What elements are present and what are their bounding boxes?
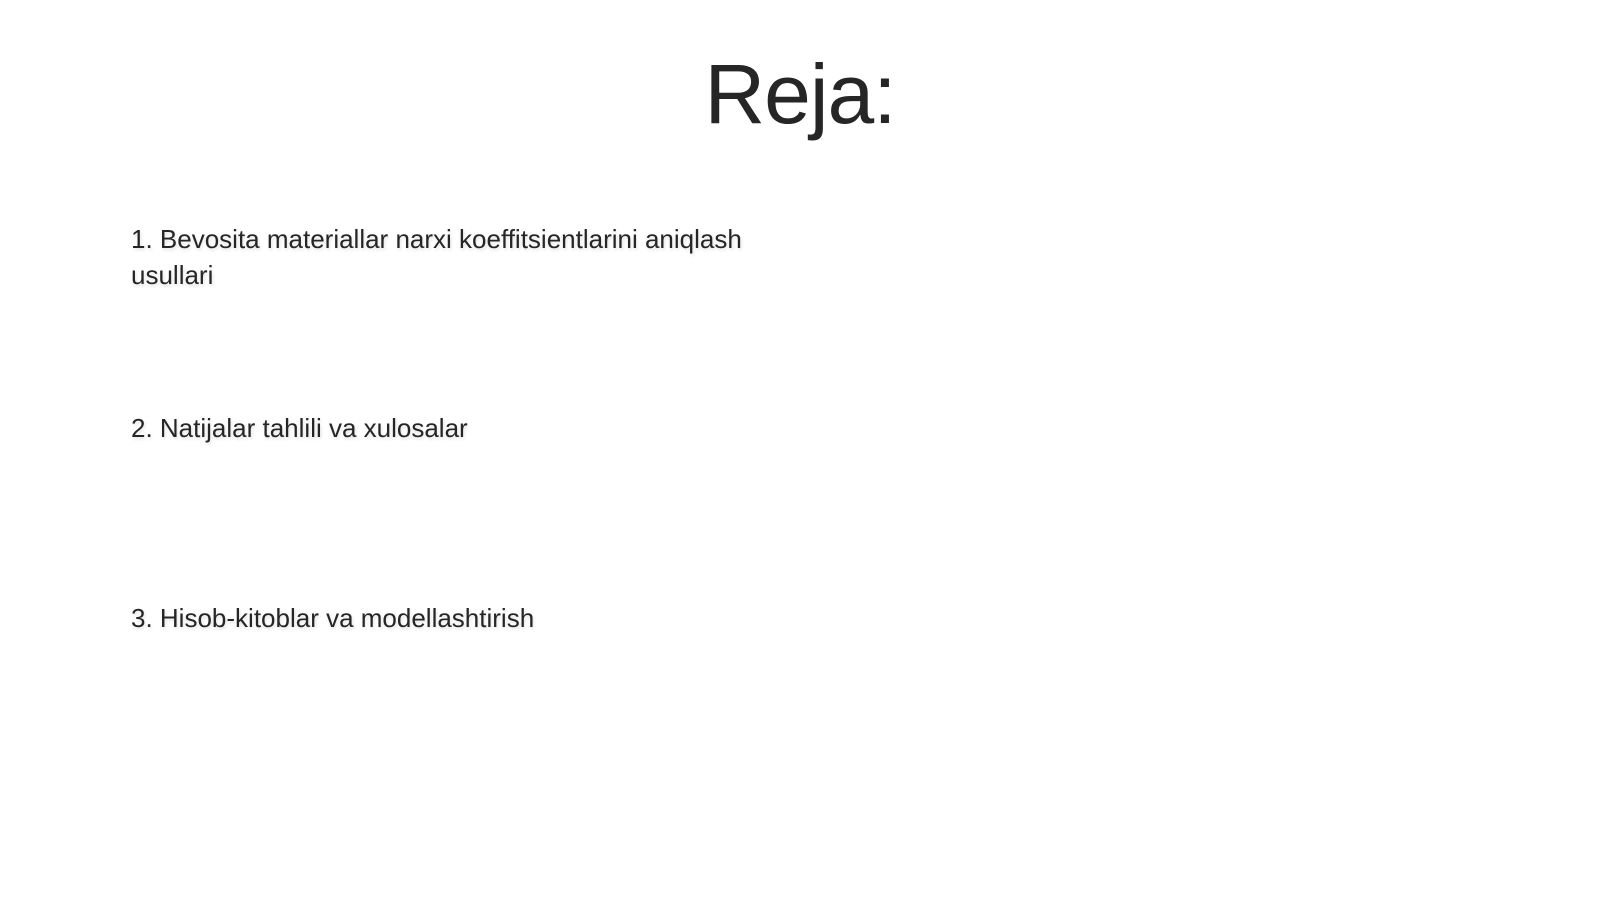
slide-title: Reja: bbox=[704, 47, 896, 141]
agenda-item-1: 1. Bevosita materiallar narxi koeffitsientlarini aniqlash usullari bbox=[131, 224, 742, 290]
agenda-item-2: 2. Natijalar tahlili va xulosalar bbox=[131, 413, 468, 443]
agenda-item-3: 3. Hisob-kitoblar va modellashtirish bbox=[131, 603, 535, 633]
